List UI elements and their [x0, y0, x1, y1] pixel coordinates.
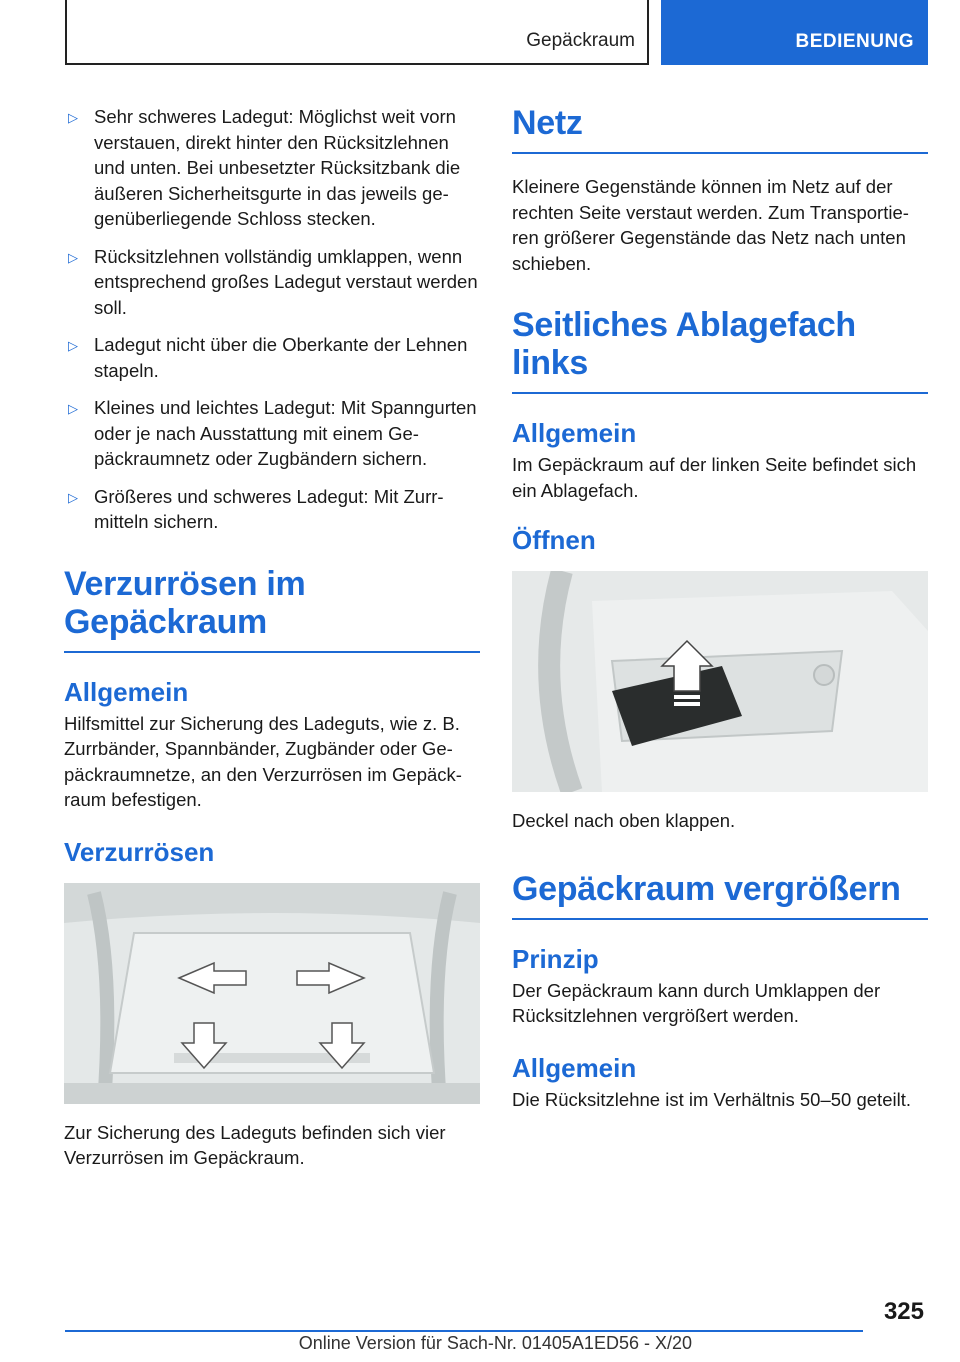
- principle-text: Der Gepäckraum kann durch Umklappen der Rücksitzlehnen vergrößert werden.: [512, 979, 881, 1026]
- right-column: [512, 104, 928, 1112]
- left-column: [64, 104, 480, 1171]
- triangle-bullet-icon: ▷: [68, 338, 78, 353]
- side-compartment-image: [512, 571, 928, 792]
- general-text: Hilfsmittel zur Sicherung des Ladeguts, wie z. B. Zurrbänder, Spannbänder, Zugbänder oder Gepäckraumnetze, an den Verzurrösen im Gepäckraum befestigen.: [64, 712, 462, 810]
- luggage-compartment-image: [64, 883, 480, 1104]
- heading-lashing-eyes: Verzurrösen im Gepäckraum: [64, 565, 480, 653]
- compartment-text: Im Gepäckraum auf der linken Seite befindet sich ein Ablagefach.: [512, 454, 917, 501]
- header-chapter-title: BEDIENUNG: [795, 31, 914, 52]
- header-section-title: Gepäckraum: [526, 30, 635, 51]
- triangle-bullet-icon: ▷: [68, 401, 78, 416]
- heading-enlarge-luggage: Gepäckraum vergrößern: [512, 870, 928, 920]
- list-item: ▷ Rücksitzlehnen vollständig umklappen, wenn entsprechend großes Ladegut verstaut werden soll.: [68, 245, 478, 318]
- heading-open: Öffnen: [512, 525, 596, 555]
- list-item: ▷ Kleines und leichtes Ladegut: Mit Spanngurten oder je nach Ausstattung mit einem Gepäckraumnetz oder Zugbändern sichern.: [68, 397, 477, 469]
- heading-general: Allgemein: [64, 676, 189, 707]
- heading-net: Netz: [512, 104, 928, 154]
- heading-general-enlarge: Allgemein: [512, 1052, 637, 1083]
- footer-rule: [65, 1330, 863, 1332]
- heading-lashing-eyes-sub: Verzurrösen: [64, 836, 215, 867]
- lashing-eyes-caption: Zur Sicherung des Ladeguts befinden sich vier Verzurrösen im Gepäckraum.: [64, 1121, 446, 1168]
- open-caption: Deckel nach oben klappen.: [512, 810, 736, 831]
- net-text: Kleinere Gegenstände können im Netz auf der rechten Seite verstaut werden. Zum Transportieren größerer Gegenstände das Netz nach unten schieben.: [512, 176, 909, 274]
- triangle-bullet-icon: ▷: [68, 110, 78, 125]
- triangle-bullet-icon: ▷: [68, 489, 78, 505]
- split-ratio-text: Die Rücksitzlehne ist im Verhältnis 50–50 geteilt.: [512, 1088, 911, 1110]
- list-item: ▷ Größeres und schweres Ladegut: Mit Zurrmitteln sichern.: [68, 485, 444, 532]
- page-header: [65, 0, 928, 65]
- list-item: ▷ Sehr schweres Ladegut: Möglichst weit vorn verstauen, direkt hinter den Rücksitzlehnen und unten. Bei unbesetzter Rücksitzbank die äußeren Sicherheitsgurte in das jeweils gegenüberliegende Schloss stecken.: [68, 106, 461, 229]
- header-section-box: [65, 0, 649, 65]
- loading-bullet-list: [64, 104, 480, 535]
- triangle-bullet-icon: ▷: [68, 249, 78, 265]
- heading-general-right: Allgemein: [512, 418, 637, 448]
- page-number: 325: [883, 1298, 924, 1325]
- list-item: ▷ Ladegut nicht über die Oberkante der Lehnen stapeln.: [68, 334, 468, 381]
- heading-principle: Prinzip: [512, 943, 599, 974]
- online-version-note: Online Version für Sach-Nr. 01405A1ED56 - X/20: [298, 1333, 692, 1353]
- header-chapter-tab: [661, 0, 928, 65]
- heading-side-compartment: Seitliches Ablagefach links: [512, 306, 928, 394]
